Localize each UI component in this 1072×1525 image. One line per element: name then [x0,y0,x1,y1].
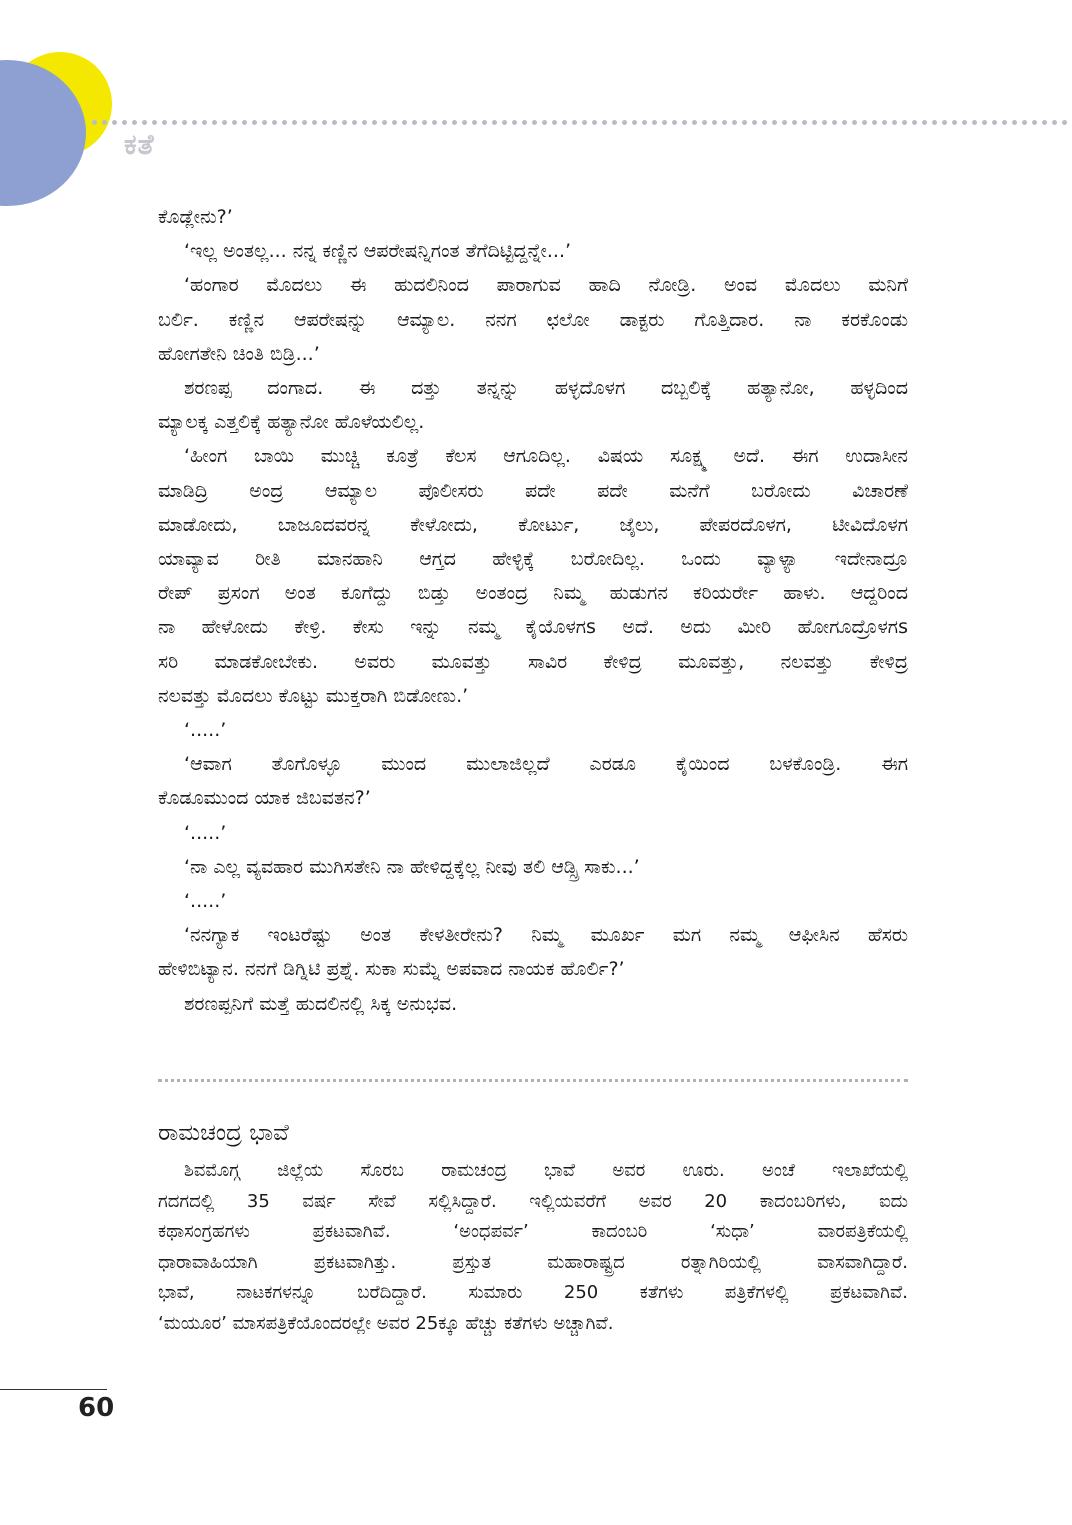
story-line: ‘ಇಲ್ಲ ಅಂತಲ್ಲ... ನನ್ನ ಕಣ್ಣಿನ ಆಪರೇಷನ್ನಿಗಂತ ತೆಗೆದಿಟ್ಟಿದ್ದನ್ನೇ...’ [184,240,572,263]
story-line: ‘.....’ [184,890,227,913]
story-line: ಮಾಡಿದ್ರಿ ಅಂದ್ರ ಆಮ್ಯಾಲ ಪೊಲೀಸರು ಪದೇ ಪದೇ ಮನೆಗೆ ಬರೋದು ವಿಚಾರಣೆ [158,479,908,502]
bio-line: ಕಥಾಸಂಗ್ರಹಗಳು ಪ್ರಕಟವಾಗಿವೆ. ‘ಅಂಧಪರ್ವ’ ಕಾದಂಬರಿ ‘ಸುಧಾ’ ವಾರಪತ್ರಿಕೆಯಲ್ಲಿ [158,1221,908,1242]
story-line: ಕೊಡ್ಲೇನು?’ [158,206,233,228]
author-name-heading: ರಾಮಚಂದ್ರ ಭಾವೆ [158,1120,289,1146]
page-number: 60 [78,1393,115,1423]
story-line: ‘.....’ [184,821,227,844]
author-bio [158,1156,908,1339]
story-line: ‘.....’ [184,719,227,742]
story-line: ಬರ್ಲಿ. ಕಣ್ಣಿನ ಆಪರೇಷನ್ನು ಆಮ್ಯಾಲ. ನನಗ ಛಲೋ ಡಾಕ್ಟರು ಗೊತ್ತಿದಾರ. ನಾ ಕರಕೊಂಡು [158,308,908,331]
bio-line: ಧಾರಾವಾಹಿಯಾಗಿ ಪ್ರಕಟವಾಗಿತ್ತು. ಪ್ರಸ್ತುತ ಮಹಾರಾಷ್ಟ್ರದ ರತ್ನಾಗಿರಿಯಲ್ಲಿ ವಾಸವಾಗಿದ್ದಾರೆ. [158,1251,908,1273]
bio-line: ಗದಗದಲ್ಲಿ 35 ವರ್ಷ ಸೇವೆ ಸಲ್ಲಿಸಿದ್ದಾರೆ. ಇಲ್ಲಿಯವರೆಗೆ ಅವರ 20 ಕಾದಂಬರಿಗಳು, ಐದು [158,1190,908,1212]
story-line: ಯಾವ್ಯಾವ ರೀತಿ ಮಾನಹಾನಿ ಆಗ್ತದ ಹೇಳ್ಳಿಕ್ಕೆ ಬರೋದಿಲ್ಲ. ಒಂದು ವ್ಯಾಳ್ಯಾ ಇದೇನಾದ್ರೂ [158,548,908,571]
story-line: ಶರಣಪ್ಪನಿಗೆ ಮತ್ತೆ ಹುದಲಿನಲ್ಲಿ ಸಿಕ್ಕ ಅನುಭವ. [184,992,458,1015]
bio-line: ಶಿವಮೊಗ್ಗ ಜಿಲ್ಲೆಯ ಸೊರಬ ರಾಮಚಂದ್ರ ಭಾವೆ ಅವರ ಊರು. ಅಂಚೆ ಇಲಾಖೆಯಲ್ಲಿ [184,1160,908,1181]
story-line: ಹೇಳಿಬಿಟ್ಯಾನ. ನನಗೆ ಡಿಗ್ನಿಟಿ ಪ್ರಶ್ನೆ. ಸುಕಾ ಸುಮ್ನೆ ಅಪವಾದ ನಾಯಕ ಹೊರ್ಲಿ?’ [158,958,625,981]
story-line: ‘ನನಗ್ಯಾಕ ಇಂಟರೆಷ್ಟು ಅಂತ ಕೇಳತೀರೇನು? ನಿಮ್ಮ ಮೂರ್ಖ ಮಗ ನಮ್ಮ ಆಫೀಸಿನ ಹೆಸರು [184,924,908,947]
header-dotted-rule [92,120,1068,125]
story-line: ‘ಆವಾಗ ತೊಗೊಳ್ಳೂ ಮುಂದ ಮುಲಾಜಿಲ್ಲದೆ ಎರಡೂ ಕೈಯಿಂದ ಬಳಕೊಂಡ್ರಿ. ಈಗ [184,753,908,776]
story-line: ‘ಹೀಂಗ ಬಾಯಿ ಮುಚ್ಚಿ ಕೂತ್ರೆ ಕೆಲಸ ಆಗೂದಿಲ್ಲ. ವಿಷಯ ಸೂಕ್ಷ್ಮ ಅದೆ. ಈಗ ಉದಾಸೀನ [184,445,908,468]
bio-line: ‘ಮಯೂರ’ ಮಾಸಪತ್ರಿಕೆಯೊಂದರಲ್ಲೇ ಅವರ 25ಕ್ಕೂ ಹೆಚ್ಚು ಕತೆಗಳು ಅಚ್ಚಾಗಿವೆ. [158,1312,614,1334]
story-line: ‘ನಾ ಎಲ್ಲ ವ್ಯವಹಾರ ಮುಗಿಸತೇನಿ ನಾ ಹೇಳಿದ್ದಕ್ಕೆಲ್ಲ ನೀವು ತಲಿ ಆಡ್ಸ್ರಿ ಸಾಕು...’ [184,855,640,878]
story-line: ರೇಪ್ ಪ್ರಸಂಗ ಅಂತ ಕೂಗೆದ್ದು ಬಿಡ್ತು ಅಂತಂದ್ರ ನಿಮ್ಮ ಹುಡುಗನ ಕರಿಯರ್ರೇ ಹಾಳು. ಆದ್ದರಿಂದ [158,582,908,605]
story-line: ಕೊಡೂಮುಂದ ಯಾಕ ಜಿಬವತನ?’ [158,787,371,810]
story-line: ಹೋಗತೇನಿ ಚಿಂತಿ ಬಿಡ್ರಿ...’ [158,342,320,365]
story-line: ಮಾಡೋದು, ಬಾಜೂದವರನ್ನ ಕೇಳೋದು, ಕೋರ್ಟು, ಜೈಲು, ಪೇಪರದೊಳಗ, ಟೀವಿದೊಳಗ [158,513,908,536]
story-line: ಶರಣಪ್ಪ ದಂಗಾದ. ಈ ದತ್ತು ತನ್ನನ್ನು ಹಳ್ಳದೊಳಗ ದಬ್ಬಲಿಕ್ಕೆ ಹತ್ಯಾನೋ, ಹಳ್ಳದಿಂದ [184,377,908,400]
story-line: ‘ಹಂಗಾರ ಮೊದಲು ಈ ಹುದಲಿನಿಂದ ಪಾರಾಗುವ ಹಾದಿ ನೋಡ್ರಿ. ಅಂವ ಮೊದಲು ಮನಿಗೆ [184,274,908,297]
section-label: ಕತೆ [124,128,155,161]
section-divider [158,1079,908,1082]
page-number-rule [0,1389,107,1390]
bio-line: ಭಾವೆ, ನಾಟಕಗಳನ್ನೂ ಬರೆದಿದ್ದಾರೆ. ಸುಮಾರು 250 ಕತೆಗಳು ಪತ್ರಿಕೆಗಳಲ್ಲಿ ಪ್ರಕಟವಾಗಿವೆ. [158,1282,908,1303]
story-line: ನಾ ಹೇಳೋದು ಕೇಳ್ರಿ. ಕೇಸು ಇನ್ನು ನಮ್ಮ ಕೈಯೊಳಗs ಅದೆ. ಅದು ಮೀರಿ ಹೋಗೂದ್ರೊಳಗs [158,616,908,639]
story-line: ಮ್ಯಾಲಕ್ಕ ಎತ್ತಲಿಕ್ಕೆ ಹತ್ಯಾನೋ ಹೊಳೆಯಲಿಲ್ಲ. [158,411,425,434]
story-line: ಸರಿ ಮಾಡಕೋಬೇಕು. ಅವರು ಮೂವತ್ತು ಸಾವಿರ ಕೇಳಿದ್ರ ಮೂವತ್ತು, ನಲವತ್ತು ಕೇಳಿದ್ರ [158,650,908,673]
story-text [158,200,908,1021]
story-line: ನಲವತ್ತು ಮೊದಲು ಕೊಟ್ಟು ಮುಕ್ತರಾಗಿ ಬಿಡೋಣು.’ [158,684,469,707]
